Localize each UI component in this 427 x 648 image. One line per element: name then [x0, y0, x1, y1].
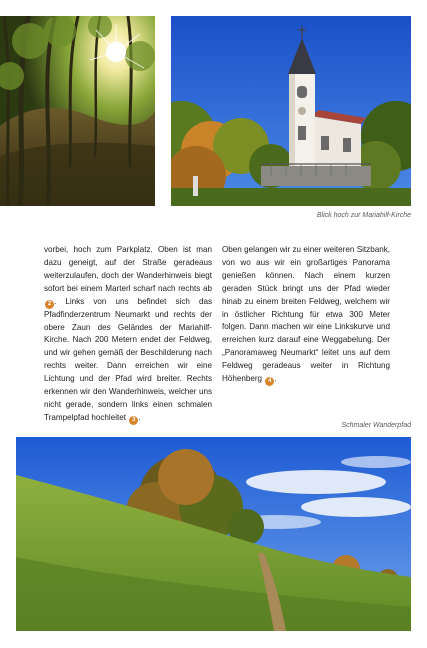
forest-photo: [0, 16, 155, 206]
text-column-left: vorbei, hoch zum Parkplatz. Oben ist man dazu geneigt, auf der Straße geradeaus weiterzulaufen, doch der Wanderhinweis biegt sofort bei einem Marterl scharf nach rechts ab 2 . Links von uns befindet sich das Pfadfinderzentrum Neumarkt und rechts der obere Zaun des Geländes der Mariahilf-Kirche. Nach 200 Metern endet der Feldweg, und wir gehen gemäß der Beschilderung nach rechts weiter. Dann erreichen wir eine Lichtung und der Pfad wird breiter. Rechts erkennen wir den Wanderhinweis, welcher uns nicht gerade, sondern links einen schmalen Trampelpfad hochleitet 3 .: [44, 245, 213, 423]
path-photo-caption: Schmaler Wanderpfad: [341, 422, 411, 429]
right-paragraph-1: Oben gelangen wir zu einer weiteren Sitzbank, von wo aus wir ein großartiges Panorama genießen können. Nach einem kurzen geraden Stück bringt uns der Pfad wieder hinab zu einem breiten Feldweg, welchem wir in östlicher Richtung für etwa 300 Meter folgen. Dann machen wir eine Linkskurve und erreichen kurz darauf eine Weggabelung. Der „Panoramaweg Neumarkt“ leitet uns auf dem Feldweg geradeaus weiter in Richtung Höhenberg: [222, 245, 390, 384]
left-paragraph-1: vorbei, hoch zum Parkplatz. Oben ist man dazu geneigt, auf der Straße geradeaus weiterzulaufen, doch der Wanderhinweis biegt sofort bei einem Marterl scharf nach rechts ab: [44, 245, 212, 293]
waypoint-marker-2: 2: [45, 300, 54, 309]
text-column-right: Oben gelangen wir zu einer weiteren Sitzbank, von wo aus wir ein großartiges Panorama genießen können. Nach einem kurzen geraden Stück bringt uns der Pfad wieder hinab zu einem breiten Feldweg, welchem wir in östlicher Richtung für etwa 300 Meter folgen. Dann machen wir eine Linkskurve und erreichen kurz darauf eine Weggabelung. Der „Panoramaweg Neumarkt“ leitet uns auf dem Feldweg geradeaus weiter in Richtung Höhenberg 4 .: [222, 245, 390, 385]
church-photo-caption: Blick hoch zur Mariahilf-Kirche: [316, 212, 411, 219]
church-photo: [171, 16, 411, 206]
meadow-path-photo: [16, 437, 411, 631]
waypoint-marker-4: 4: [265, 377, 274, 386]
waypoint-marker-3: 3: [129, 416, 138, 425]
left-paragraph-2: Links von uns befindet sich das Pfadfinderzentrum Neumarkt und rechts der obere Zaun des Geländes der Mariahilf-Kirche. Nach 200 Metern endet der Feldweg, und wir gehen gemäß der Beschilderung nach rechts weiter. Dann erreichen wir eine Lichtung und der Pfad wird breiter. Rechts erkennen wir den Wanderhinweis, welcher uns nicht gerade, sondern links einen schmalen Trampelpfad hochleitet: [44, 296, 213, 422]
